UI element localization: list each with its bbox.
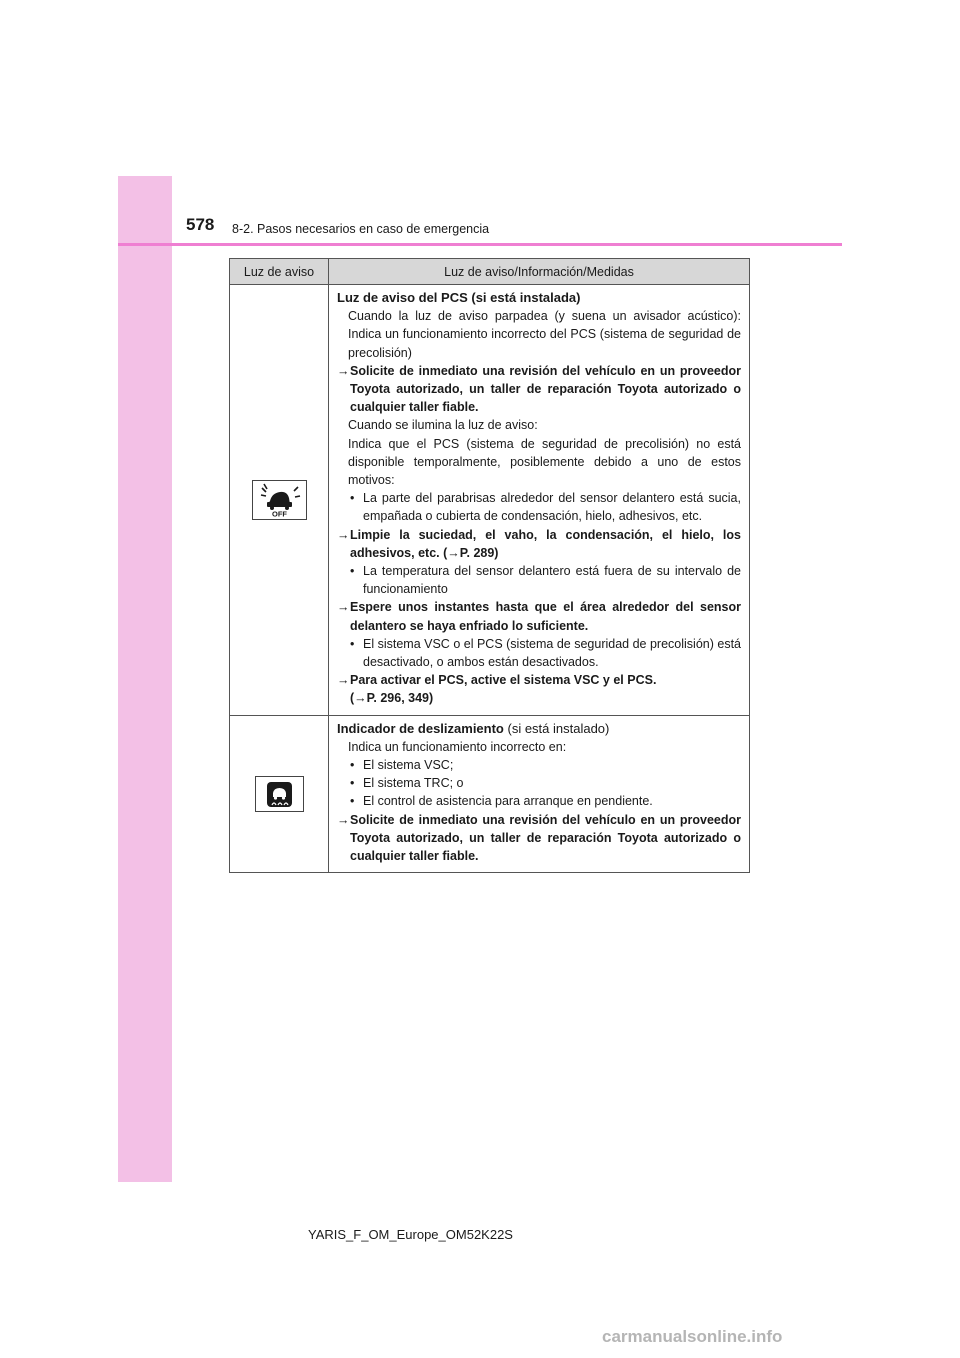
bullet-icon: • xyxy=(350,776,355,791)
bullet-text: La temperatura del sensor delantero está fuera de su intervalo de funcionamiento xyxy=(363,564,741,597)
arrow-icon: → xyxy=(337,673,350,688)
action-line xyxy=(337,811,741,866)
row-title-suffix: (si está instalada) xyxy=(467,290,581,305)
row-title xyxy=(337,720,741,738)
bullet-icon: • xyxy=(350,564,355,579)
bullet-icon: • xyxy=(350,758,355,773)
column-header-light: Luz de aviso xyxy=(230,259,329,285)
info-cell xyxy=(329,285,750,716)
slip-indicator-icon xyxy=(255,776,304,812)
info-paragraph: Cuando la luz de aviso parpadea (y suena un avisador acústico): Indica un funcionamiento incorrecto del PCS (sistema de seguridad de precolisión) xyxy=(348,309,741,360)
bullet-item xyxy=(337,562,741,598)
icon-cell xyxy=(230,285,329,716)
bullet-icon: • xyxy=(350,491,355,506)
info-paragraph: Indica un funcionamiento incorrecto en: xyxy=(348,739,567,754)
table-row xyxy=(230,715,750,873)
action-text-main: Para activar el PCS, active el sistema VSC y el PCS. xyxy=(350,673,657,688)
arrow-icon: → xyxy=(447,545,460,560)
bullet-item xyxy=(337,489,741,525)
table-header-row xyxy=(230,259,750,285)
bullet-text: La parte del parabrisas alrededor del sensor delantero está sucia, empañada o cubierta de condensación, hielo, adhesivos, etc. xyxy=(363,491,741,524)
row-title-text: Luz de aviso del PCS xyxy=(337,290,468,305)
page-reference: P. 289) xyxy=(459,545,499,560)
row-title-text: Indicador de deslizamiento xyxy=(337,720,504,736)
document-code: YARIS_F_OM_Europe_OM52K22S xyxy=(308,1227,513,1242)
arrow-icon: → xyxy=(337,363,350,378)
icon-cell xyxy=(230,715,329,873)
row-title-suffix: (si está instalado) xyxy=(503,720,610,736)
action-line xyxy=(337,598,741,634)
page-reference: P. 296, 349) xyxy=(366,691,434,706)
bullet-text: El sistema TRC; o xyxy=(363,776,464,791)
bullet-icon: • xyxy=(350,636,355,651)
bullet-text: El sistema VSC o el PCS (sistema de seguridad de precolisión) está desactivado, o ambos están desactivados. xyxy=(363,636,741,670)
action-line xyxy=(337,526,741,562)
warning-lights-table xyxy=(229,258,750,873)
bullet-icon: • xyxy=(350,794,355,809)
action-line xyxy=(337,362,741,417)
open-paren: ( xyxy=(350,691,355,706)
pcs-warning-off-icon xyxy=(252,480,307,520)
info-paragraph: Cuando se ilumina la luz de aviso: xyxy=(348,418,538,433)
header-rule xyxy=(118,243,842,246)
bullet-item xyxy=(337,792,741,810)
action-text: Solicite de inmediato una revisión del vehículo en un proveedor Toyota autorizado, un taller de reparación Toyota autorizado o cualquier taller fiable. xyxy=(350,812,741,864)
bullet-item xyxy=(337,774,741,792)
arrow-icon: → xyxy=(337,600,350,615)
action-text xyxy=(350,671,741,707)
action-text xyxy=(350,526,741,562)
watermark: carmanualsonline.info xyxy=(602,1327,783,1346)
bullet-text: El control de asistencia para arranque en pendiente. xyxy=(363,794,653,809)
pcs-off-label: OFF xyxy=(271,509,287,519)
side-color-band xyxy=(118,176,172,1182)
bullet-item xyxy=(337,635,741,671)
action-text: Solicite de inmediato una revisión del vehículo en un proveedor Toyota autorizado, un taller de reparación Toyota autorizado o cualquier taller fiable. xyxy=(350,363,741,415)
chapter-title: 8-2. Pasos necesarios en caso de emergencia xyxy=(232,222,490,236)
arrow-icon: → xyxy=(337,812,350,827)
action-line xyxy=(337,671,741,707)
info-paragraph: Indica que el PCS (sistema de seguridad de precolisión) no está disponible temporalmente, posiblemente debido a uno de estos motivos: xyxy=(348,436,741,488)
page-number: 578 xyxy=(186,215,215,234)
table-row xyxy=(230,285,750,716)
arrow-icon: → xyxy=(337,527,350,542)
bullet-item xyxy=(337,756,741,774)
column-header-info: Luz de aviso/Información/Medidas xyxy=(329,259,750,285)
row-title xyxy=(337,289,741,307)
bullet-text: El sistema VSC; xyxy=(363,758,454,773)
arrow-icon: → xyxy=(354,691,367,706)
action-text: Espere unos instantes hasta que el área alrededor del sensor delantero se haya enfriado lo suficiente. xyxy=(350,600,741,633)
action-text-main: Limpie la suciedad, el vaho, la condensación, el hielo, los adhesivos, etc. ( xyxy=(350,527,741,560)
info-cell xyxy=(329,715,750,873)
